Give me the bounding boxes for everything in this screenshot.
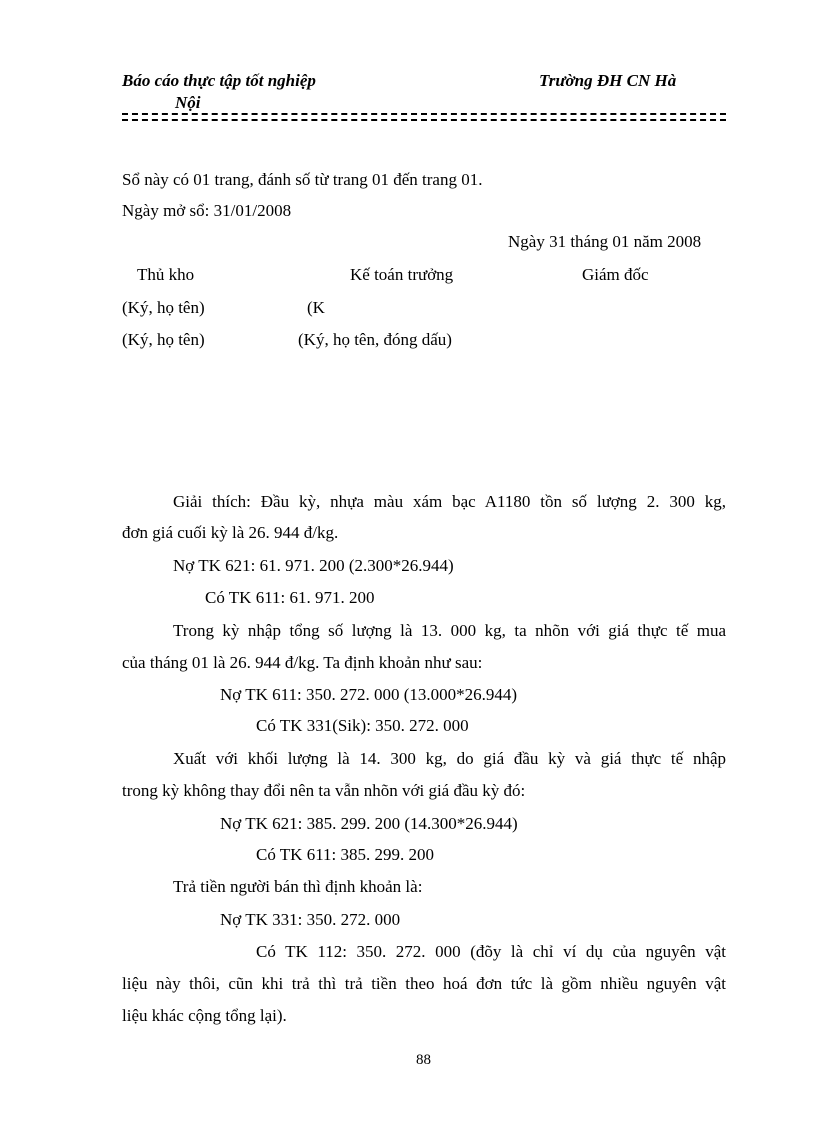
signature-note-row2-left: (Ký, họ tên) — [122, 330, 205, 349]
entry-1-debit: Nợ TK 621: 61. 971. 200 (2.300*26.944) — [173, 556, 454, 575]
explanation-line-1: Giải thích: Đầu kỳ, nhựa màu xám bạc A1180 tồn số lượng 2. 300 kg, — [173, 492, 726, 511]
header-school-name-continued: Nội — [175, 93, 201, 112]
header-divider — [122, 113, 726, 115]
book-pages-line: Sổ này có 01 trang, đánh số từ trang 01 đến trang 01. — [122, 170, 483, 189]
signature-storekeeper-title: Thủ kho — [137, 265, 195, 284]
explanation-line-2: đơn giá cuối kỳ là 26. 944 đ/kg. — [122, 523, 339, 542]
header-report-title: Báo cáo thực tập tốt nghiệp — [122, 71, 316, 90]
signature-director-title: Giám đốc — [582, 265, 649, 284]
signature-chief-accountant-title: Kế toán trưởng — [350, 265, 454, 284]
book-open-date: Ngày mở sổ: 31/01/2008 — [122, 201, 292, 220]
entry-2-debit: Nợ TK 611: 350. 272. 000 (13.000*26.944) — [220, 685, 518, 704]
purchase-line-2: của tháng 01 là 26. 944 đ/kg. Ta định khoản như sau: — [122, 653, 483, 672]
payment-line: Trả tiền người bán thì định khoản là: — [173, 877, 423, 896]
header-school-name: Trường ĐH CN Hà — [539, 71, 677, 90]
entry-2-credit: Có TK 331(Sik): 350. 272. 000 — [256, 716, 469, 735]
issue-line-1: Xuất với khối lượng là 14. 300 kg, do giá đầu kỳ và giá thực tế nhập — [173, 749, 726, 768]
header-divider-second — [122, 119, 726, 121]
entry-3-credit: Có TK 611: 385. 299. 200 — [256, 845, 435, 864]
page-number: 88 — [416, 1052, 431, 1068]
entry-4-credit-line-1: Có TK 112: 350. 272. 000 (đõy là chỉ ví dụ của nguyên vật — [256, 942, 726, 961]
entry-4-debit: Nợ TK 331: 350. 272. 000 — [220, 910, 401, 929]
entry-4-credit-line-2: liệu này thôi, cũn khi trả thì trả tiền theo hoá đơn tức là gồm nhiều nguyên vật — [122, 974, 726, 993]
signature-note-row2-mid: (Ký, họ tên, đóng dấu) — [298, 330, 452, 349]
issue-line-2: trong kỳ không thay đổi nên ta vẫn nhõn với giá đầu kỳ đó: — [122, 781, 526, 800]
entry-4-credit-line-3: liệu khác cộng tổng lại). — [122, 1006, 287, 1025]
signature-storekeeper-note: (Ký, họ tên) — [122, 298, 205, 317]
entry-3-debit: Nợ TK 621: 385. 299. 200 (14.300*26.944) — [220, 814, 518, 833]
entry-1-credit: Có TK 611: 61. 971. 200 — [205, 588, 375, 607]
sign-date: Ngày 31 tháng 01 năm 2008 — [508, 232, 702, 251]
purchase-line-1: Trong kỳ nhập tổng số lượng là 13. 000 kg, ta nhõn với giá thực tế mua — [173, 621, 726, 640]
signature-chief-accountant-note: (K — [307, 298, 325, 317]
